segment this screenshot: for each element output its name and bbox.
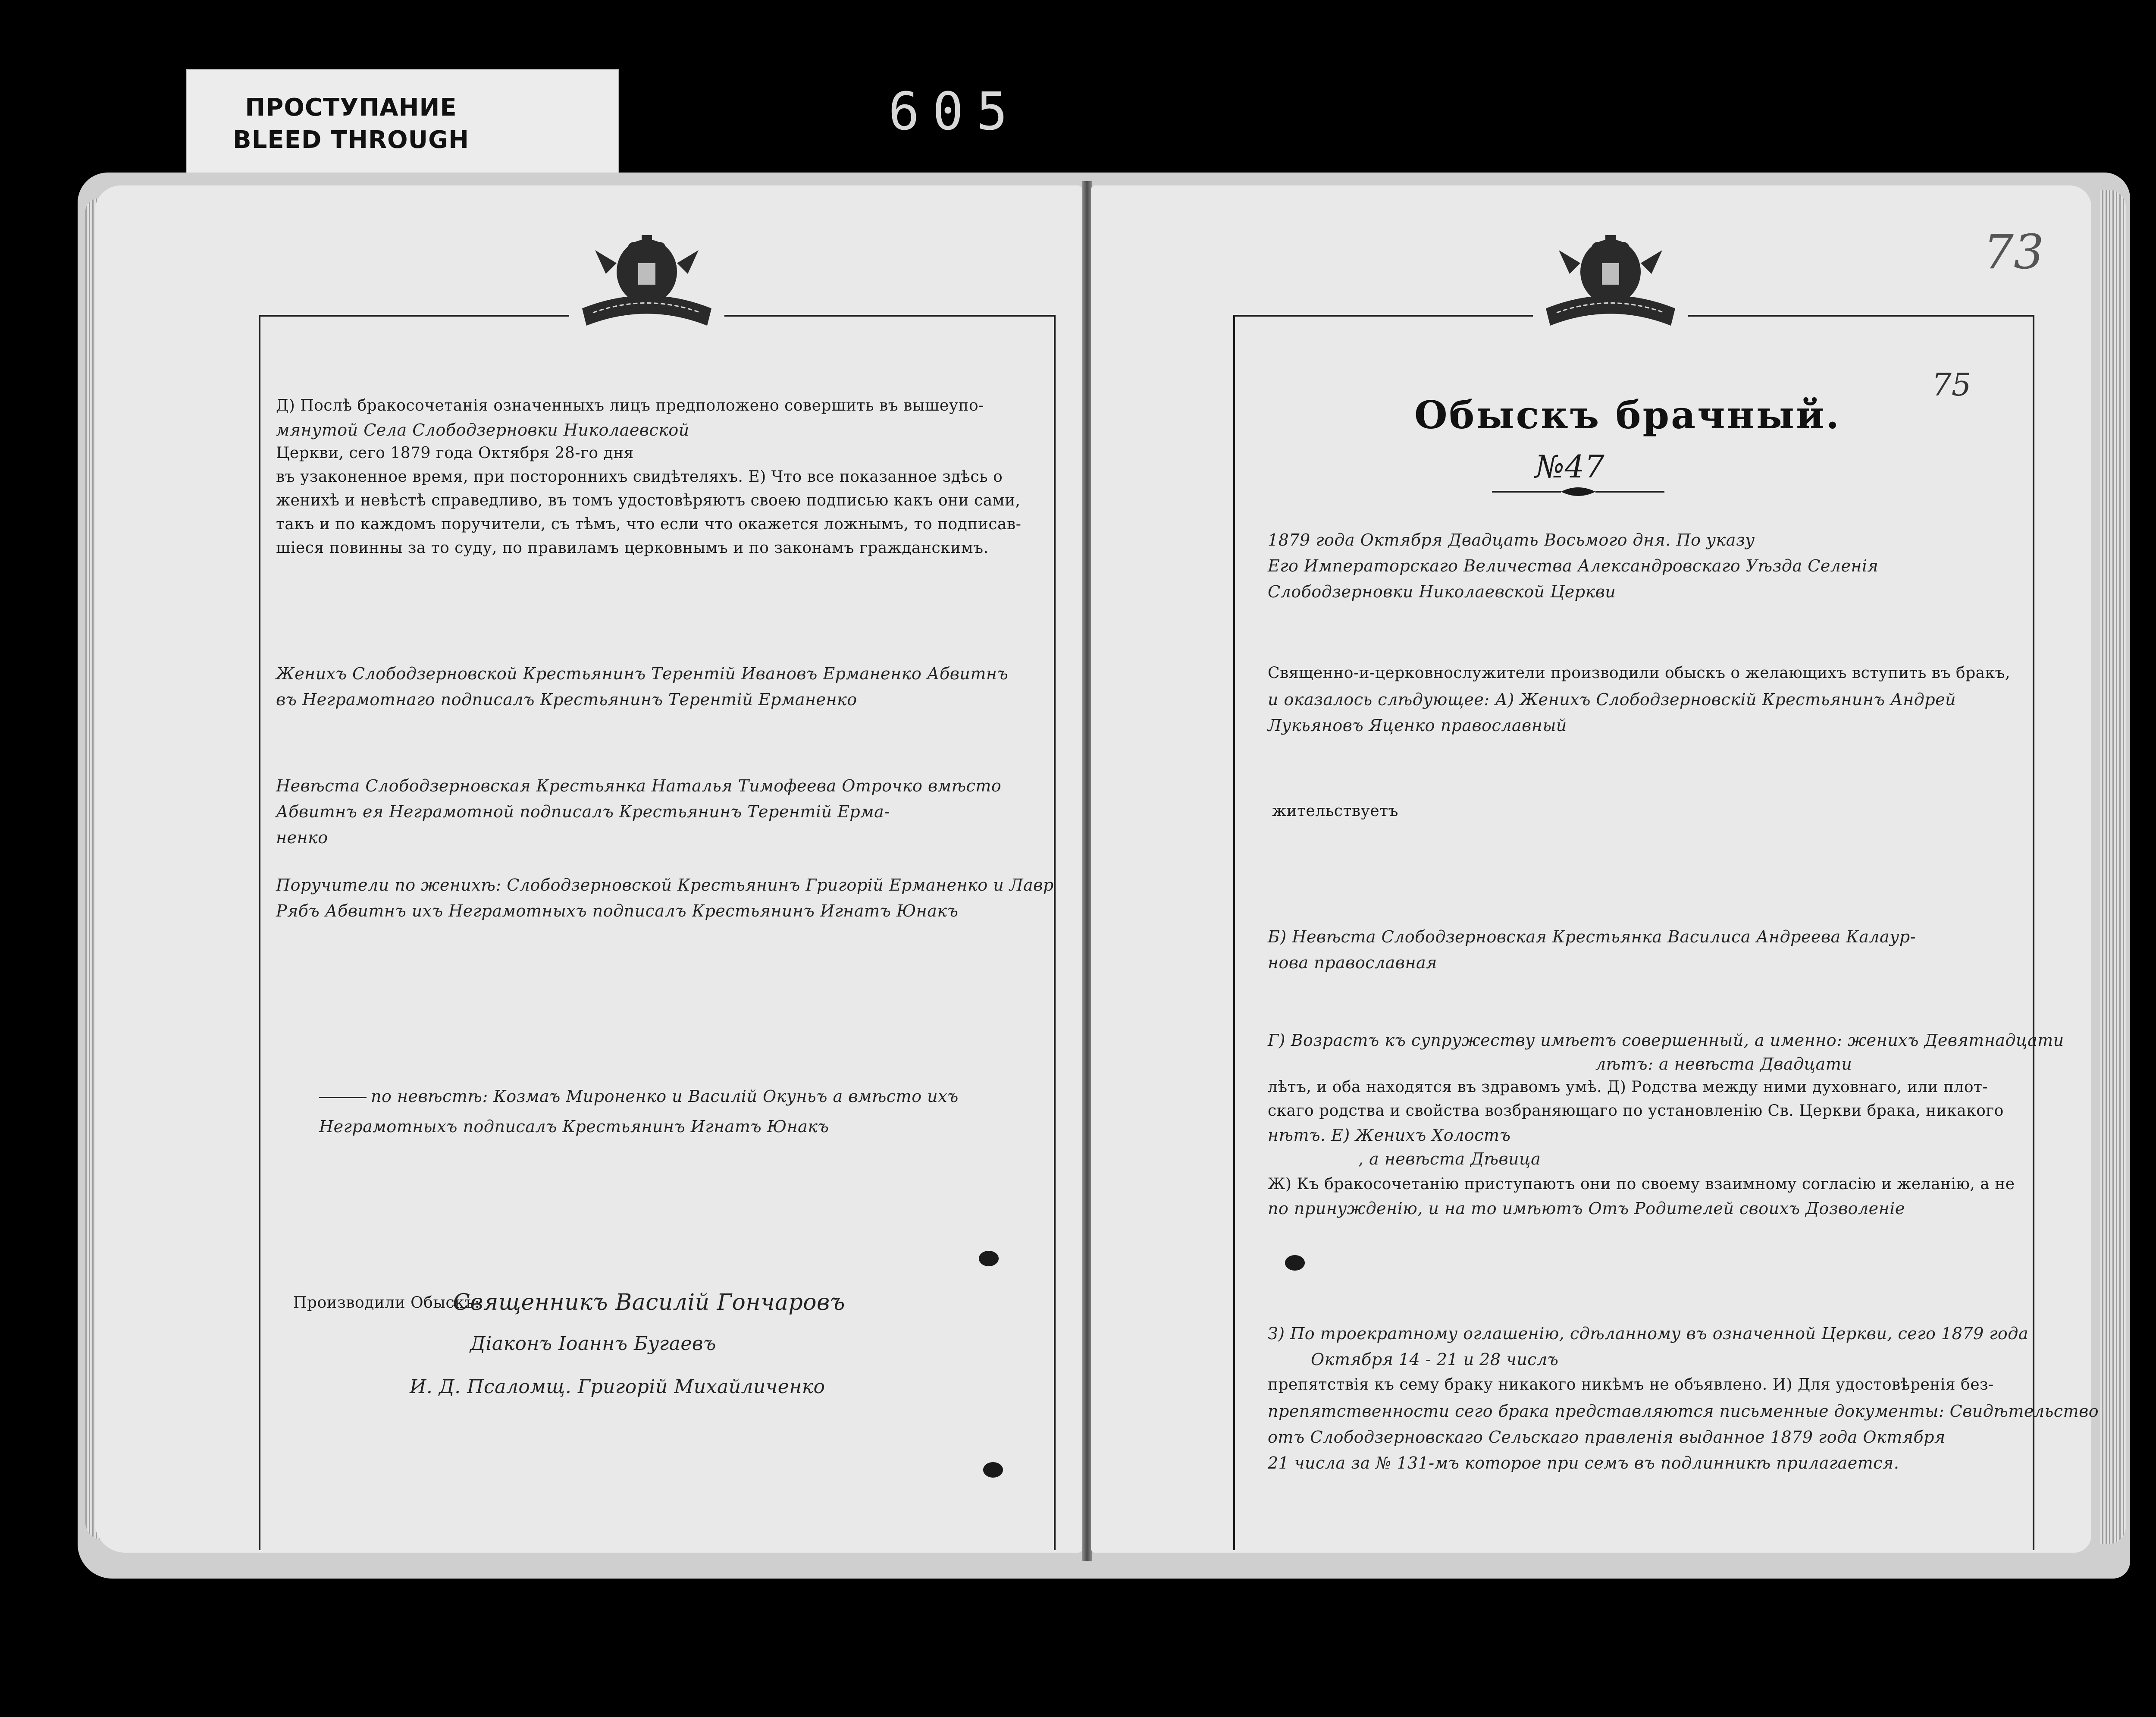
- ink-blot: [979, 1251, 999, 1266]
- bride-line: ненко: [276, 828, 328, 847]
- residence-label: жительствуетъ: [1272, 802, 1398, 820]
- title-flourish-icon: [1492, 483, 1664, 500]
- ink-blot: [983, 1462, 1003, 1478]
- banns-line: З) По троекратному оглашенію, сдѣланному въ означенной Церкви, сего 1879 года: [1268, 1324, 2029, 1343]
- banns-line: 21 числа за № 131-мъ которое при семъ въ подлинникѣ прилагается.: [1268, 1453, 1899, 1472]
- signature-line: Діаконъ Іоаннъ Бугаевъ: [470, 1333, 716, 1355]
- date-line: Слободзерновки Николаевской Церкви: [1268, 582, 1616, 601]
- age-line: Ж) Къ бракосочетанію приступаютъ они по своему взаимному согласію и желанію, а не: [1268, 1175, 2015, 1193]
- banns-line: препятствія къ сему браку никакого никѣмъ не объявлено. И) Для удостовѣренія без-: [1268, 1376, 1994, 1394]
- left-page: [95, 185, 1082, 1553]
- guarantor-line: Рябъ Абвитнъ ихъ Неграмотныхъ подписалъ Крестьянинъ Игнатъ Юнакъ: [276, 901, 959, 920]
- bleed-through-label-card: [186, 69, 619, 179]
- open-register-book: [78, 173, 2130, 1579]
- banns-line: отъ Слободзерновскаго Сельскаго правленія выданное 1879 года Октября: [1268, 1428, 1946, 1447]
- paragraph-line: Д) Послѣ бракосочетанія означенныхъ лицъ предположено совершить въ вышеупо-: [276, 397, 984, 414]
- double-headed-eagle-icon: [1533, 233, 1688, 341]
- paragraph-line: мянутой Села Слободзерновки Николаевской: [276, 421, 689, 439]
- guarantor-line: Неграмотныхъ подписалъ Крестьянинъ Игнатъ Юнакъ: [319, 1117, 829, 1136]
- paragraph-line: такъ и по каждомъ поручители, съ тѣмъ, что если что окажется ложнымъ, то подписав-: [276, 515, 1022, 533]
- signature-line: Священникъ Василій Гончаровъ: [453, 1290, 845, 1315]
- age-line: Г) Возрастъ къ супружеству имѣетъ совершенный, а именно: женихъ Девятнадцати: [1268, 1031, 2064, 1050]
- banns-line: препятственности сего брака представляются письменные документы: Свидѣтельство: [1268, 1402, 2099, 1421]
- age-line: нѣтъ. Е) Женихъ Холостъ: [1268, 1126, 1511, 1145]
- frame-number: 605: [888, 82, 1021, 142]
- age-line: , а невѣста Дѣвица: [1358, 1149, 1541, 1168]
- age-line: скаго родства и свойства возбраняющаго по установленію Св. Церкви брака, никакого: [1268, 1102, 2004, 1120]
- guarantor-line: по невѣстѣ: Козмаъ Мироненко и Василій Окуньъ а вмѣсто ихъ: [371, 1087, 959, 1106]
- banns-line: Октября 14 - 21 и 28 числъ: [1311, 1350, 1559, 1369]
- conducted-by-label: Производили Обыскъ:: [293, 1294, 480, 1312]
- date-line: Его Императорскаго Величества Александровскаго Уѣзда Селенія: [1268, 556, 1879, 575]
- findings-line: и оказалось слѣдующее: А) Женихъ Слободзерновскій Крестьянинъ Андрей: [1268, 690, 1956, 709]
- blank-rule: [319, 1097, 367, 1098]
- findings-line: Лукьяновъ Яценко православный: [1268, 716, 1567, 735]
- ink-blot: [1285, 1255, 1305, 1271]
- findings-line: Священно-и-церковнослужители производили обыскъ о желающихъ вступить въ бракъ,: [1268, 664, 2010, 682]
- paragraph-line: Церкви, сего 1879 года Октября 28-го дня: [276, 444, 634, 462]
- bride-line: Невѣста Слободзерновская Крестьянка Наталья Тимофеева Отрочко вмѣсто: [276, 776, 1002, 795]
- record-number: №47: [1535, 449, 1605, 485]
- double-headed-eagle-icon: [569, 233, 724, 341]
- age-line: по принужденію, и на то имѣютъ Отъ Родителей своихъ Дозволеніе: [1268, 1199, 1905, 1218]
- paragraph-line: въ узаконенное время, при постороннихъ свидѣтеляхъ. Е) Что все показанное здѣсь о: [276, 468, 1003, 486]
- right-page: [1091, 185, 2099, 1553]
- signature-line: И. Д. Псаломщ. Григорій Михайличенко: [410, 1376, 825, 1398]
- age-line: лѣтъ, и оба находятся въ здравомъ умѣ. Д) Родства между ними духовнаго, или плот-: [1268, 1078, 1988, 1096]
- label-english: BLEED THROUGH: [233, 126, 469, 154]
- bride-line: нова православная: [1268, 953, 1437, 972]
- book-gutter: [1082, 181, 1092, 1561]
- groom-line: въ Неграмотнаго подписалъ Крестьянинъ Терентій Ерманенко: [276, 690, 857, 709]
- left-imperial-seal: [569, 233, 724, 341]
- right-imperial-seal: [1533, 233, 1688, 341]
- bride-line: Абвитнъ ея Неграмотной подписалъ Крестьянинъ Терентій Ерма-: [276, 802, 890, 821]
- guarantor-line: Поручители по женихѣ: Слободзерновской Крестьянинъ Григорій Ерманенко и Лавр: [276, 876, 1054, 895]
- groom-line: Женихъ Слободзерновской Крестьянинъ Терентій Ивановъ Ерманенко Абвитнъ: [276, 664, 1009, 683]
- label-russian: ПРОСТУПАНИЕ: [245, 94, 457, 122]
- age-line: лѣтъ: а невѣста Двадцати: [1595, 1055, 1852, 1074]
- folio-mark: 75: [1932, 367, 1971, 403]
- paragraph-line: шіеся повинны за то суду, по правиламъ церковнымъ и по законамъ гражданскимъ.: [276, 539, 989, 557]
- document-title: Обыскъ брачный.: [1414, 392, 1841, 437]
- paragraph-line: женихѣ и невѣстѣ справедливо, въ томъ удостовѣряютъ своею подписью какъ они сами,: [276, 492, 1021, 509]
- bride-line: Б) Невѣста Слободзерновская Крестьянка Василиса Андреева Калаур-: [1268, 927, 1916, 946]
- right-page-edges: [2100, 190, 2126, 1544]
- archive-page-number: 73: [1984, 224, 2044, 279]
- date-line: 1879 года Октября Двадцать Восьмого дня. По указу: [1268, 530, 1755, 549]
